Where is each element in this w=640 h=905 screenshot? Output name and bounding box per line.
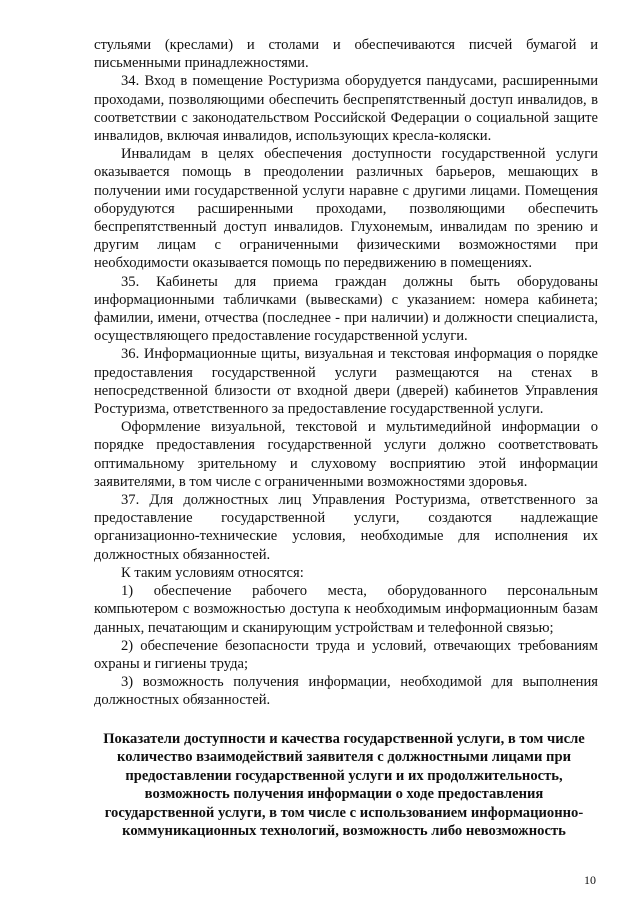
paragraph-35: 35. Кабинеты для приема граждан должны быть оборудованы информационными табличками (вывесками) с указанием: номера кабинета; фамилии, имени, отчества (последнее - при наличии) и должности специалиста, осуществляющего предоставление государственной услуги. — [94, 273, 598, 345]
paragraph-37: 37. Для должностных лиц Управления Ростуризма, ответственного за предоставление государственной услуги, создаются надлежащие организационно-технические условия, необходимые для исполнения их должностных обязанностей. — [94, 492, 598, 563]
conditions-intro: К таким условиям относятся: — [121, 564, 304, 581]
paragraph-36-design: Оформление визуальной, текстовой и мультимедийной информации о порядке предоставления государственной услуги должно соответствовать оптимальному зрительному и слуховому восприятию этой информации заявителями, в том числе с ограниченными возможностями здоровья. — [94, 419, 598, 490]
paragraph-34-disabled-assistance: Инвалидам в целях обеспечения доступности государственной услуги оказывается помощь в преодолении различных барьеров, мешающих в получении ими государственной услуги наравне с другими лицами. Помещения оборудуются расширенными проходами, позволяющими обеспечить беспрепятственный доступ инвалидов. Глухонемым, инвалидам по зрению и другим лицам с ограниченными физическими возможностями при необходимости оказывается помощь по передвижению в помещениях. — [94, 146, 598, 272]
condition-3: 3) возможность получения информации, необходимой для выполнения должностных обязанностей. — [94, 674, 598, 709]
section-heading: Показатели доступности и качества государственной услуги, в том числе количество взаимодействий заявителя с должностными лицами при предоставлении государственной услуги и их продолжительность, возможность получения информации о ходе предоставления государственной услуги, в том числе с использованием информационно-коммуникационных технологий, возможность либо невозможность — [103, 730, 585, 840]
paragraph-34: 34. Вход в помещение Ростуризма оборудуется пандусами, расширенными проходами, позволяющими обеспечить беспрепятственный доступ инвалидов, в соответствии с законодательством Российской Федерации о социальной защите инвалидов, включая инвалидов, использующих кресла-коляски. — [94, 73, 598, 145]
paragraph-36: 36. Информационные щиты, визуальная и текстовая информация о порядке предоставления государственной услуги размещаются на стенах в непосредственной близости от входной двери (дверей) кабинетов Управления Ростуризма, ответственного за предоставление государственной услуги. — [94, 346, 598, 418]
body-text — [94, 36, 598, 710]
condition-1: 1) обеспечение рабочего места, оборудованного персональным компьютером с возможностью доступа к необходимым информационным базам данных, печатающим и сканирующим устройствам и телефонной связью; — [94, 583, 598, 636]
paragraph-0: стульями (креслами) и столами и обеспечиваются писчей бумагой и письменными принадлежностями. — [94, 37, 598, 72]
condition-2: 2) обеспечение безопасности труда и условий, отвечающих требованиям охраны и гигиены труда; — [94, 637, 598, 672]
page-number: 10 — [584, 873, 596, 887]
